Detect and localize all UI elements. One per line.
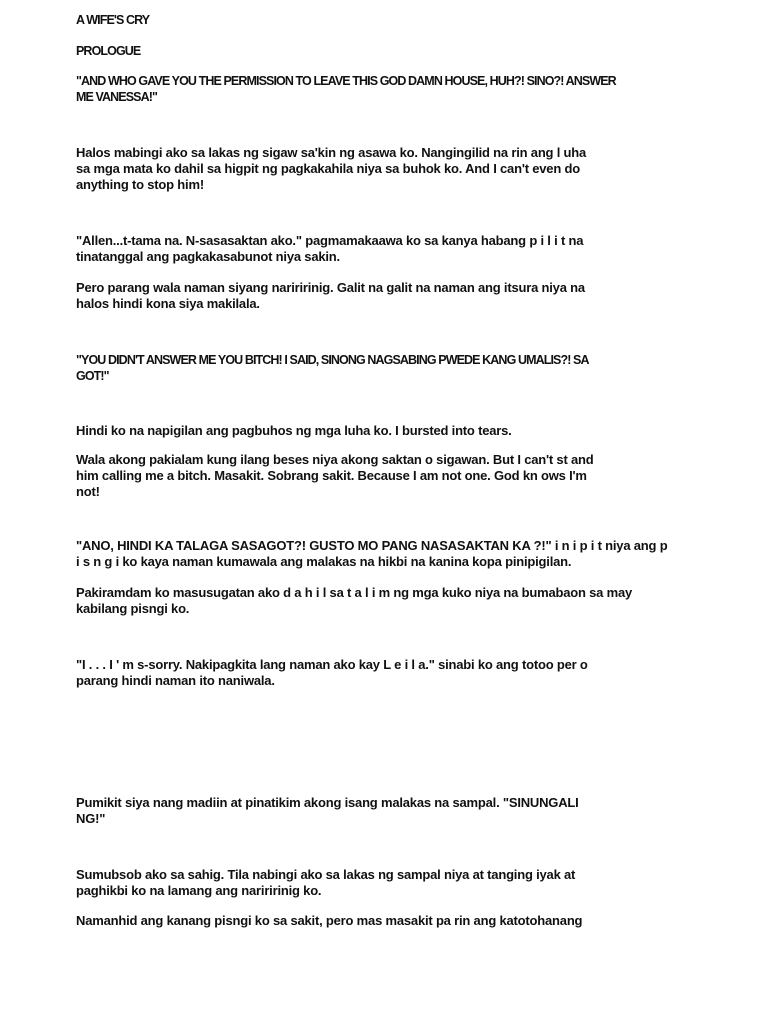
text-line: sa mga mata ko dahil sa higpit ng pagkakahila niya sa buhok ko. And I can't even do — [76, 161, 580, 176]
text-line: not! — [76, 484, 100, 499]
text-line: anything to stop him! — [76, 177, 204, 192]
text-line: parang hindi naman ito naniwala. — [76, 673, 275, 688]
text-line: kabilang pisngi ko. — [76, 601, 190, 616]
prologue-heading: PROLOGUE — [76, 44, 141, 58]
text-line: NG!" — [76, 811, 106, 826]
text-line: "YOU DIDN'T ANSWER ME YOU BITCH! I SAID, SINONG NAGSABING PWEDE KANG UMALIS?! SA — [76, 353, 589, 367]
text-line: GOT!" — [76, 369, 109, 383]
text-line: Pakiramdam ko masusugatan ako d a h i l sa t a l i m ng mga kuko niya na bumabaon sa may — [76, 585, 633, 600]
text-line: halos hindi kona siya makilala. — [76, 296, 260, 311]
text-line: "Allen...t-tama na. N-sasasaktan ako." pagmamakaawa ko sa kanya habang p i l i t na — [76, 233, 584, 248]
document-title: A WIFE'S CRY — [76, 13, 150, 27]
text-line: tinatanggal ang pagkakasabunot niya sakin. — [76, 249, 340, 264]
text-line: Namanhid ang kanang pisngi ko sa sakit, pero mas masakit pa rin ang katotohanang — [76, 913, 583, 928]
text-line: i s n g i ko kaya naman kumawala ang malakas na hikbi na kanina kopa pinipigilan. — [76, 554, 572, 569]
text-line: Hindi ko na napigilan ang pagbuhos ng mga luha ko. I bursted into tears. — [76, 423, 512, 438]
text-line: "ANO, HINDI KA TALAGA SASAGOT?! GUSTO MO PANG NASASAKTAN KA ?!" i n i p i t niya ang p — [76, 538, 668, 553]
text-line: "AND WHO GAVE YOU THE PERMISSION TO LEAVE THIS GOD DAMN HOUSE, HUH?! SINO?! ANSWER — [76, 74, 616, 88]
text-line: Pumikit siya nang madiin at pinatikim akong isang malakas na sampal. "SINUNGALI — [76, 795, 579, 810]
text-line: Wala akong pakialam kung ilang beses niya akong saktan o sigawan. But I can't st and — [76, 452, 594, 467]
text-line: ME VANESSA!" — [76, 90, 158, 104]
text-line: Sumubsob ako sa sahig. Tila nabingi ako sa lakas ng sampal niya at tanging iyak at — [76, 867, 576, 882]
text-line: "I . . . I ' m s-sorry. Nakipagkita lang naman ako kay L e i l a." sinabi ko ang totoo per o — [76, 657, 588, 672]
text-line: Pero parang wala naman siyang nariririnig. Galit na galit na naman ang itsura niya na — [76, 280, 585, 295]
text-line: him calling me a bitch. Masakit. Sobrang sakit. Because I am not one. God kn ows I'm — [76, 468, 587, 483]
text-line: paghikbi ko na lamang ang nariririnig ko. — [76, 883, 322, 898]
text-line: Halos mabingi ako sa lakas ng sigaw sa'kin ng asawa ko. Nangingilid na rin ang l uha — [76, 145, 587, 160]
